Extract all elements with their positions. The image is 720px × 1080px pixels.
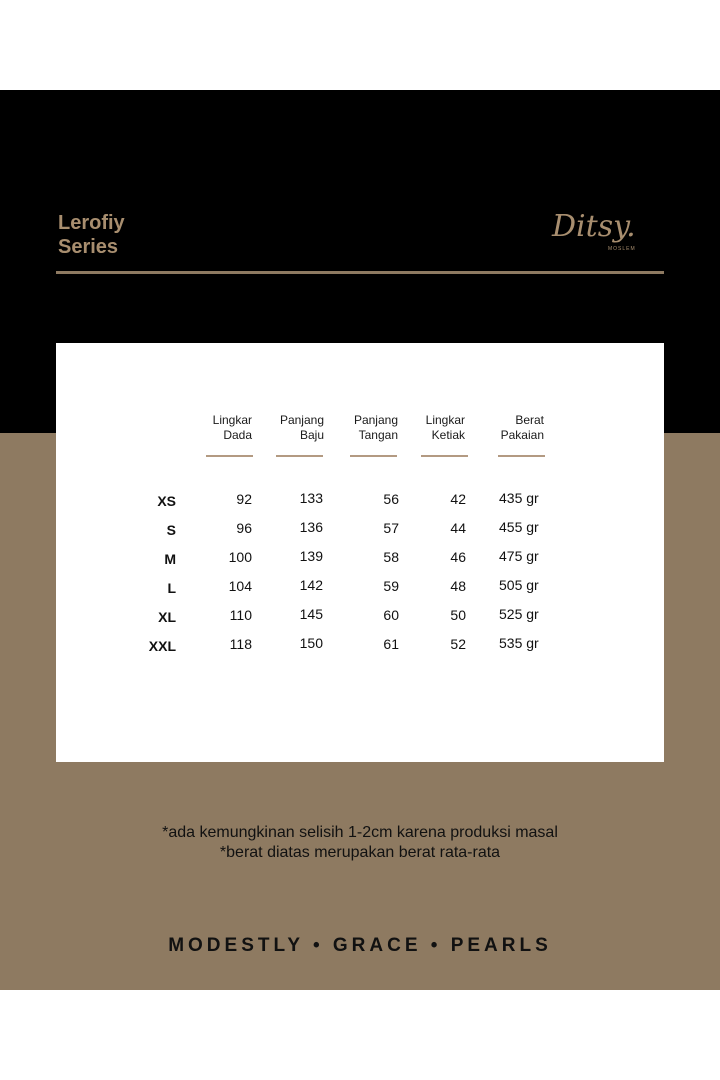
column-header-line2: Ketiak: [431, 428, 465, 442]
series-title: [58, 211, 125, 259]
tagline: MODESTLY • GRACE • PEARLS: [168, 935, 552, 956]
cell-dada: 92: [236, 491, 252, 507]
cell-tangan: 59: [383, 578, 399, 594]
column-header: [464, 413, 544, 443]
cell-berat: 435 gr: [499, 490, 539, 506]
row-size-label: L: [167, 580, 176, 596]
notes: [0, 823, 720, 863]
cell-ketiak: 44: [450, 520, 466, 536]
column-header-line1: Panjang: [353, 413, 398, 427]
cell-tangan: 56: [383, 491, 399, 507]
cell-dada: 118: [229, 636, 252, 652]
column-header-line2: Baju: [299, 428, 324, 442]
column-header-line2: Pakaian: [500, 428, 544, 442]
column-header: [385, 413, 465, 443]
row-size-label: S: [166, 522, 176, 538]
cell-ketiak: 48: [450, 578, 466, 594]
note-weight: *berat diatas merupakan berat rata-rata: [219, 844, 501, 861]
cell-dada: 110: [229, 607, 252, 623]
cell-ketiak: 46: [450, 549, 466, 565]
cell-baju: 145: [299, 606, 323, 622]
cell-baju: 139: [299, 548, 323, 564]
cell-baju: 150: [299, 635, 323, 651]
cell-berat: 525 gr: [499, 606, 539, 622]
row-size-label: XL: [158, 609, 176, 625]
cell-dada: 100: [228, 549, 252, 565]
cell-berat: 475 gr: [499, 548, 539, 564]
column-header-underline: [421, 455, 468, 457]
column-header-line1: Lingkar: [425, 413, 465, 427]
series-title-line2: Series: [58, 236, 119, 258]
cell-baju: 133: [299, 490, 323, 506]
cell-ketiak: 50: [450, 607, 466, 623]
header-divider: [56, 271, 664, 274]
column-header-underline: [206, 455, 253, 457]
column-header-underline: [498, 455, 545, 457]
cell-tangan: 61: [383, 636, 399, 652]
cell-berat: 535 gr: [499, 635, 539, 651]
column-header-line1: Panjang: [279, 413, 324, 427]
cell-ketiak: 52: [450, 636, 466, 652]
column-header-line1: Berat: [515, 413, 544, 427]
column-header-underline: [276, 455, 323, 457]
column-header: [172, 413, 252, 443]
cell-baju: 142: [299, 577, 323, 593]
cell-dada: 104: [228, 578, 252, 594]
column-header-line1: Lingkar: [212, 413, 252, 427]
series-title-line1: Lerofiy: [58, 212, 125, 234]
cell-ketiak: 42: [450, 491, 466, 507]
cell-berat: 505 gr: [499, 577, 539, 593]
column-header-underline: [350, 455, 397, 457]
note-tolerance: *ada kemungkinan selisih 1-2cm karena produksi masal: [162, 824, 558, 841]
row-size-label: XS: [157, 493, 176, 509]
cell-berat: 455 gr: [499, 519, 539, 535]
cell-baju: 136: [299, 519, 323, 535]
brand-logo: [548, 200, 668, 260]
column-header-line2: Dada: [223, 428, 252, 442]
cell-tangan: 58: [383, 549, 399, 565]
row-size-label: M: [164, 551, 176, 567]
column-header: [244, 413, 324, 443]
row-size-label: XXL: [148, 638, 176, 654]
cell-dada: 96: [236, 520, 252, 536]
column-header-line2: Tangan: [358, 428, 398, 442]
brand-logo-text: Ditsy.: [552, 209, 636, 244]
cell-tangan: 57: [383, 520, 399, 536]
cell-tangan: 60: [383, 607, 399, 623]
brand-logo-subtext: MOSLEM: [608, 246, 636, 252]
